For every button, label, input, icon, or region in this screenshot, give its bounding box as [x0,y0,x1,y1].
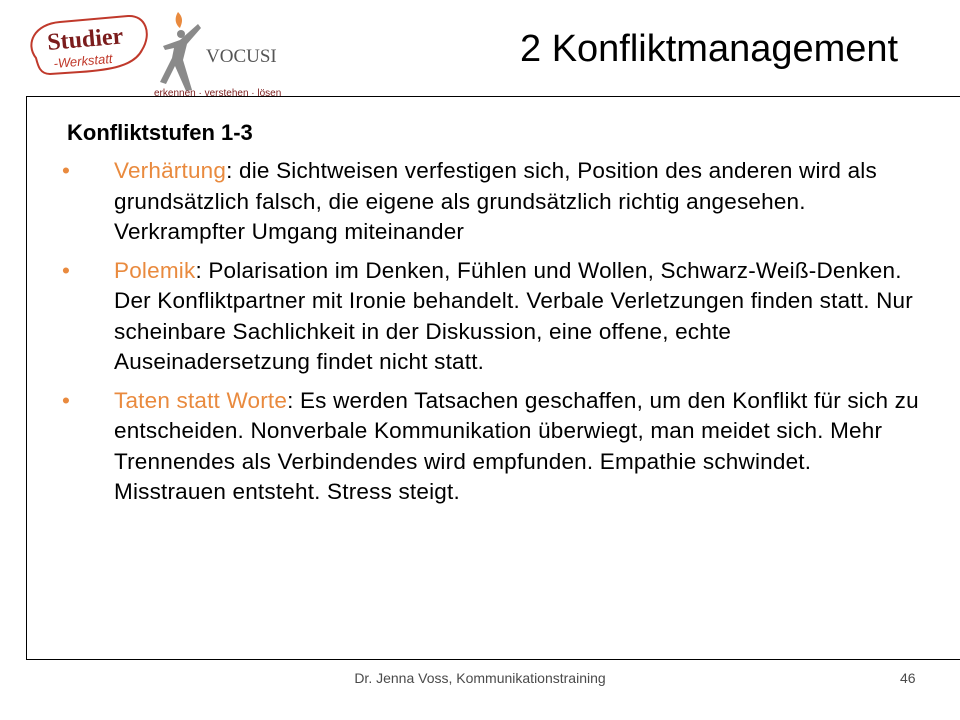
page-number: 46 [900,670,916,686]
studier-logo-text: Studier [46,23,125,56]
bullet-text: : Es werden Tatsachen geschaffen, um den Konflikt für sich zu entscheiden. Nonverbale Kommunikation überwiegt, man meidet sich. Mehr Trennendes als Verbindendes wird empfunden. Empathie schwindet. Misstrauen entsteht. Stress steigt. [114,387,919,504]
werkstatt-logo-text: -Werkstatt [52,50,114,71]
bullet-icon: • [62,158,71,183]
bullet-list [62,156,922,516]
bullet-term: Verhärtung [114,158,227,183]
footer-author: Dr. Jenna Voss, Kommunikationstraining [354,670,606,686]
bullet-item [62,256,922,378]
logo-area [20,6,290,98]
bullet-text: : Polarisation im Denken, Fühlen und Wollen, Schwarz-Weiß-Denken. Der Konfliktpartner mit Ironie behandelt. Verbale Verletzungen finden statt. Nur scheinbare Sachlichkeit in der Diskussion, eine offene, echte Auseinadersetzung findet nicht statt. [114,257,913,374]
bullet-text: : die Sichtweisen verfestigen sich, Position des anderen wird als grundsätzlich falsch, die eigene als grundsätzlich richtig angesehen. Verkrampfter Umgang miteinander [114,158,877,244]
vocusi-logo-text: VOCUSI [206,46,277,67]
slide-subheading: Konfliktstufen 1-3 [67,120,253,145]
bullet-term: Taten statt Worte [114,387,288,413]
bullet-icon: • [62,257,71,283]
studier-werkstatt-logo [31,16,146,74]
slide-title: 2 Konfliktmanagement [520,28,899,70]
bullet-term: Polemik [114,257,196,283]
bullet-item [62,386,922,508]
vocusi-tagline-text: erkennen · verstehen · lösen [154,88,282,98]
vocusi-logo [154,12,281,98]
bullet-icon: • [62,387,71,413]
bullet-item [62,156,922,248]
